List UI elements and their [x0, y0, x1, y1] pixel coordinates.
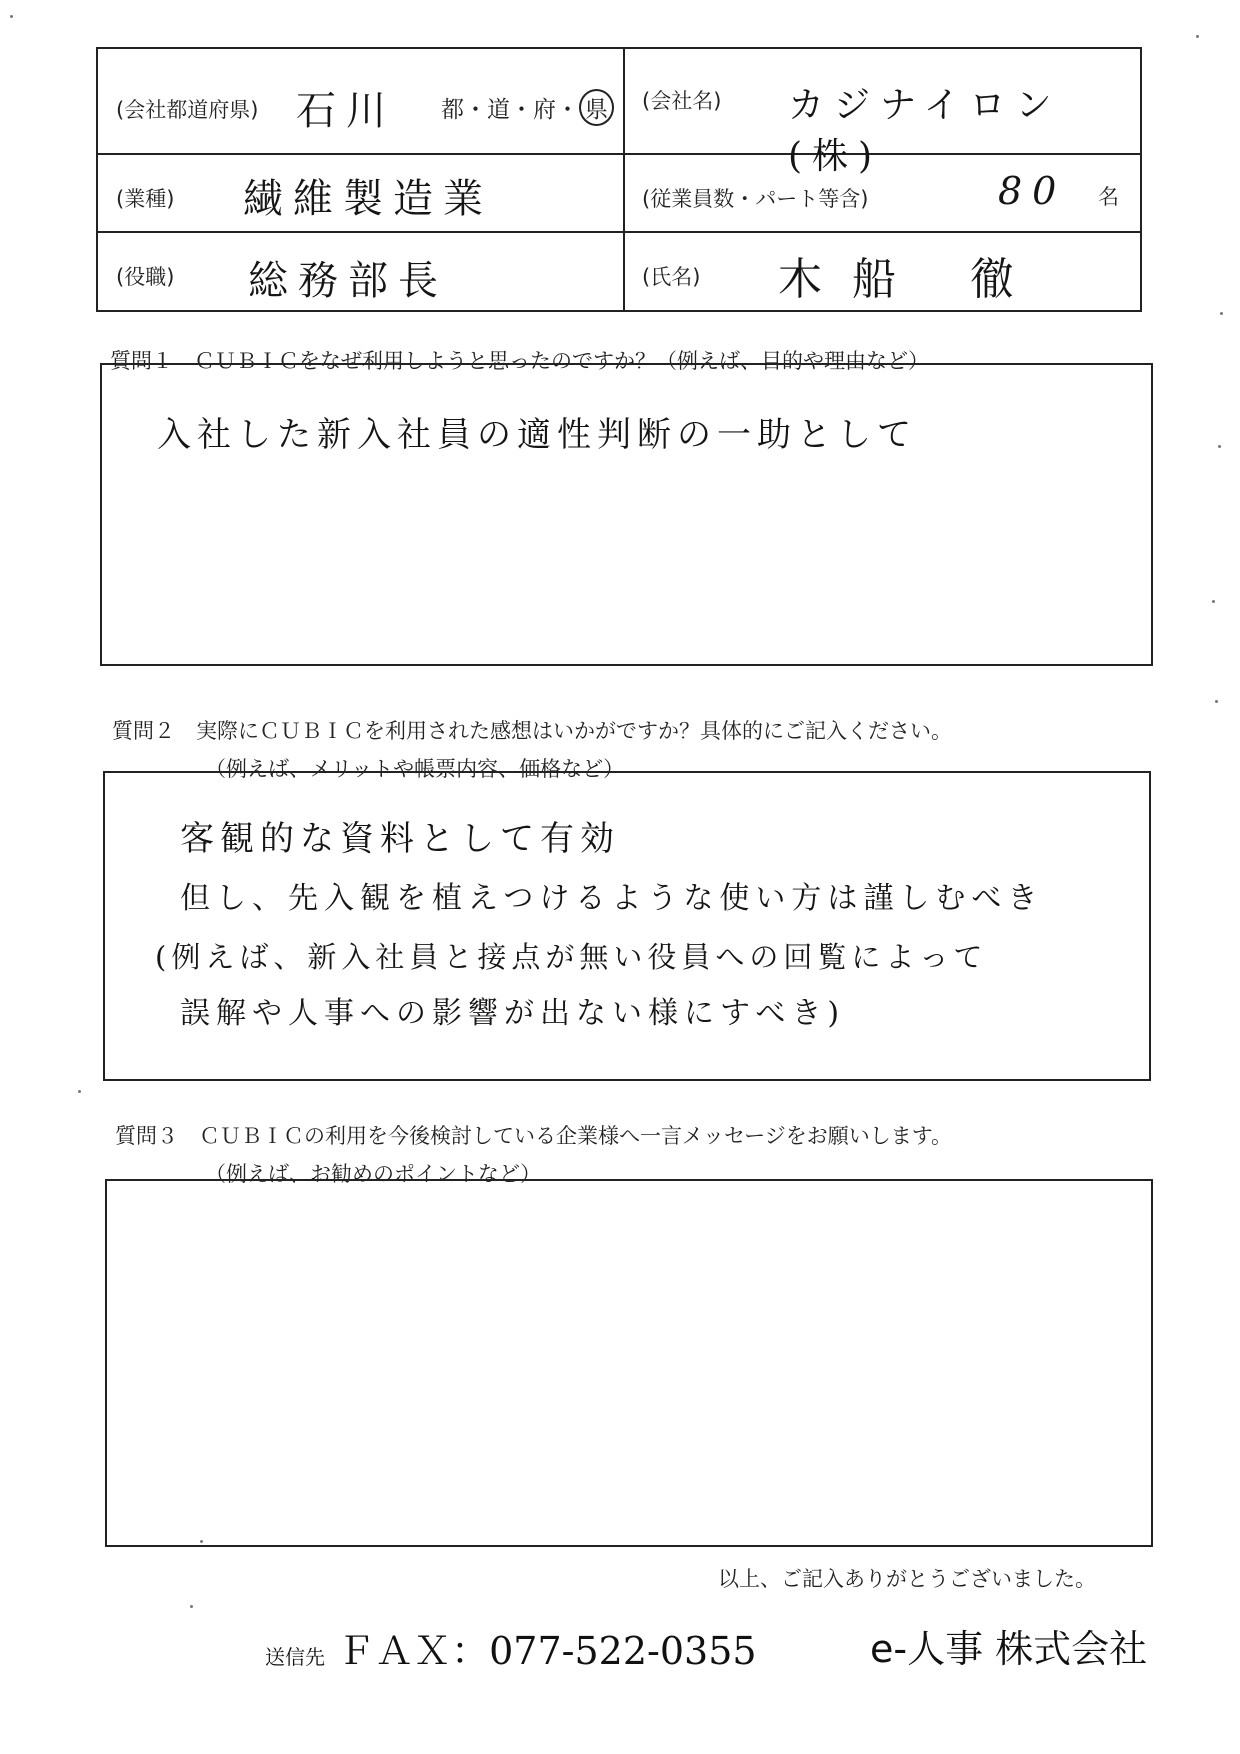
respondent-info-table [96, 47, 1142, 312]
prefecture-value: 石川 [296, 88, 396, 134]
scan-speck [78, 1090, 81, 1093]
prefecture-selected: 県 [579, 89, 614, 126]
scan-speck [1220, 312, 1223, 315]
scan-speck [1218, 445, 1221, 448]
prefecture-label: (会社都道府県) [116, 98, 259, 122]
employees-label: (従業員数・パート等含) [642, 187, 869, 211]
industry-value: 繊維製造業 [243, 176, 493, 222]
position-value: 総務部長 [248, 258, 448, 304]
question-1-answer-line: 入社した新入社員の適性判断の一助として [157, 415, 917, 455]
company-value: カジナイロン(株) [788, 85, 1062, 177]
question-2-answer-line-3: (例えば、新入社員と接点が無い役員への回覧によって [155, 940, 988, 974]
company-name: e-人事 株式会社 [870, 1627, 1148, 1671]
question-3-sublabel: （例えば、お勧めのポイントなど） [205, 1162, 541, 1186]
employees-unit: 名 [1098, 185, 1119, 209]
row-prefecture-company [98, 49, 1140, 177]
question-2-sublabel: （例えば、メリットや帳票内容、価格など） [205, 757, 625, 781]
scan-speck [1196, 35, 1199, 38]
question-2-answer-line-4: 誤解や人事への影響が出ない様にすべき) [180, 996, 846, 1031]
question-1-label: 質問１ ＣＵＢＩＣをなぜ利用しようと思ったのですか？（例えば、目的や理由など） [110, 349, 929, 373]
question-2-answer-line-2: 但し、先入観を植えつけるような使い方は謹しむべき [180, 881, 1044, 916]
scan-speck [1215, 700, 1218, 703]
question-2-answer-line-1: 客観的な資料として有効 [180, 819, 620, 859]
name-label: (氏名) [642, 265, 701, 289]
scan-speck [10, 15, 13, 18]
employees-value: 80 [998, 169, 1067, 213]
scan-speck [190, 1605, 193, 1608]
name-value: 木船 徹 [778, 254, 1044, 305]
row-position-name [98, 233, 1140, 312]
scan-speck [200, 1540, 203, 1543]
scan-speck [1212, 600, 1215, 603]
send-to-label: 送信先 [265, 1645, 325, 1669]
question-3-label: 質問３ ＣＵＢＩＣの利用を今後検討している企業様へ一言メッセージをお願いします。 [115, 1124, 953, 1148]
question-2-answer-box [103, 771, 1151, 1081]
thanks-message: 以上、ご記入ありがとうございました。 [718, 1567, 1096, 1591]
prefecture-options: 都・道・府・ 県 [441, 89, 614, 126]
question-2-label: 質問２ 実際にＣＵＢＩＣを利用された感想はいかがですか？具体的にご記入ください。 [112, 719, 952, 743]
company-label: (会社名) [642, 89, 722, 113]
fax-line [265, 1620, 757, 1675]
fax-number: ＦＡＸ：077-522-0355 [337, 1629, 757, 1673]
question-1-answer-box [100, 363, 1153, 666]
industry-label: (業種) [116, 187, 175, 211]
position-label: (役職) [116, 265, 175, 289]
row-industry-employees [98, 155, 1140, 233]
question-3-answer-box [105, 1179, 1153, 1547]
